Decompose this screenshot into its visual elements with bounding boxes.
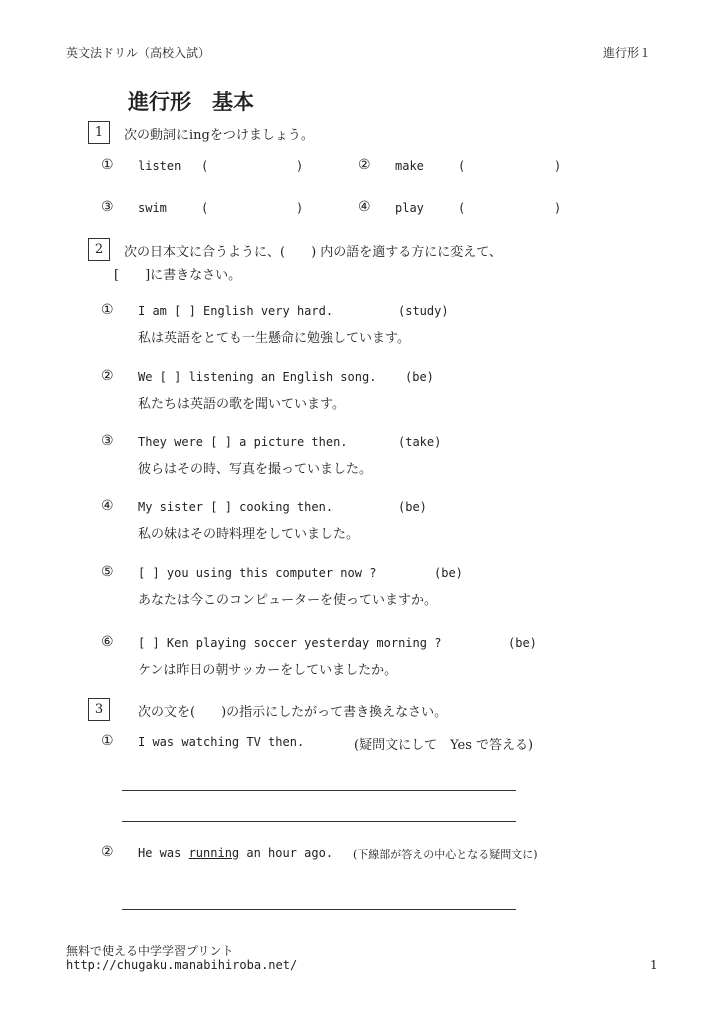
s3-item1-hint: (疑問文にして Yes で答える)	[354, 738, 534, 753]
s2-item2-english: We [ ] listening an English song.	[138, 370, 377, 384]
s1-item3-word: swim	[138, 201, 167, 215]
section3-instruction: 次の文を( )の指示にしたがって書き換えなさい。	[138, 705, 448, 720]
s1-item2-close: )	[554, 159, 562, 173]
s2-item6-hint: (be)	[508, 636, 537, 650]
s2-item2-marker: ②	[101, 368, 114, 384]
section1-instruction: 次の動詞にingをつけましょう。	[124, 128, 314, 143]
s2-item4-japanese: 私の妹はその時料理をしていました。	[138, 527, 360, 542]
s2-item5-japanese: あなたは今このコンピューターを使っていますか。	[138, 593, 438, 608]
s3-item1-english: I was watching TV then.	[138, 735, 305, 749]
s1-item3-marker: ③	[101, 199, 114, 215]
answer-line-3[interactable]	[122, 909, 516, 910]
s3-item2-underlined: running	[188, 846, 240, 860]
section2-instruction-line1: 次の日本文に合うように、( ) 内の語を適する方にに変えて、	[124, 245, 503, 260]
s2-item3-japanese: 彼らはその時、写真を撮っていました。	[138, 462, 373, 477]
answer-line-1[interactable]	[122, 790, 516, 791]
s2-item5-english: [ ] you using this computer now ?	[138, 566, 377, 580]
s2-item1-hint: (study)	[398, 304, 449, 318]
s2-item3-marker: ③	[101, 433, 114, 449]
s2-item6-marker: ⑥	[101, 634, 114, 650]
s1-item4-marker: ④	[358, 199, 371, 215]
s2-item1-marker: ①	[101, 302, 114, 318]
s1-item1-word: listen	[138, 159, 182, 173]
s1-item3-open: (	[201, 201, 209, 215]
answer-line-2[interactable]	[122, 821, 516, 822]
s2-item5-marker: ⑤	[101, 564, 114, 580]
s2-item4-marker: ④	[101, 498, 114, 514]
s3-item1-marker: ①	[101, 733, 114, 749]
s2-item3-english: They were [ ] a picture then.	[138, 435, 348, 449]
s2-item6-english: [ ] Ken playing soccer yesterday morning ?	[138, 636, 442, 650]
s1-item4-word: play	[395, 201, 424, 215]
section3-number: 3	[88, 698, 110, 721]
s1-item3-close: )	[296, 201, 304, 215]
s2-item1-japanese: 私は英語をとても一生懸命に勉強しています。	[138, 331, 410, 346]
s2-item2-hint: (be)	[405, 370, 434, 384]
s2-item6-japanese: ケンは昨日の朝サッカーをしていましたか。	[138, 663, 398, 678]
s1-item4-close: )	[554, 201, 562, 215]
s1-item1-marker: ①	[101, 157, 114, 173]
footer-title: 無料で使える中学学習プリント	[66, 944, 234, 958]
s1-item1-open: (	[201, 159, 209, 173]
s2-item2-japanese: 私たちは英語の歌を聞いています。	[138, 397, 345, 412]
header-left: 英文法ドリル（高校入試）	[66, 46, 211, 60]
s3-item2-before: He was	[138, 846, 189, 860]
s2-item5-hint: (be)	[434, 566, 463, 580]
s1-item2-open: (	[458, 159, 466, 173]
s2-item3-hint: (take)	[398, 435, 442, 449]
footer-url[interactable]: http://chugaku.manabihiroba.net/	[66, 958, 298, 972]
s1-item2-marker: ②	[358, 157, 371, 173]
section2-instruction-line2: [ ]に書きなさい。	[114, 268, 242, 283]
s3-item2-after: an hour ago.	[239, 846, 334, 860]
s3-item2-marker: ②	[101, 844, 114, 860]
page-number: 1	[650, 958, 658, 972]
section1-number: 1	[88, 121, 110, 144]
s1-item2-word: make	[395, 159, 424, 173]
section2-number: 2	[88, 238, 110, 261]
s1-item1-close: )	[296, 159, 304, 173]
header-right: 進行形１	[603, 46, 652, 60]
s3-item2-english	[138, 846, 333, 860]
s2-item4-english: My sister [ ] cooking then.	[138, 500, 334, 514]
s3-item2-hint: (下線部が答えの中心となる疑問文に)	[353, 848, 538, 861]
s1-item4-open: (	[458, 201, 466, 215]
s2-item4-hint: (be)	[398, 500, 427, 514]
page-title: 進行形 基本	[128, 90, 254, 114]
s2-item1-english: I am [ ] English very hard.	[138, 304, 334, 318]
